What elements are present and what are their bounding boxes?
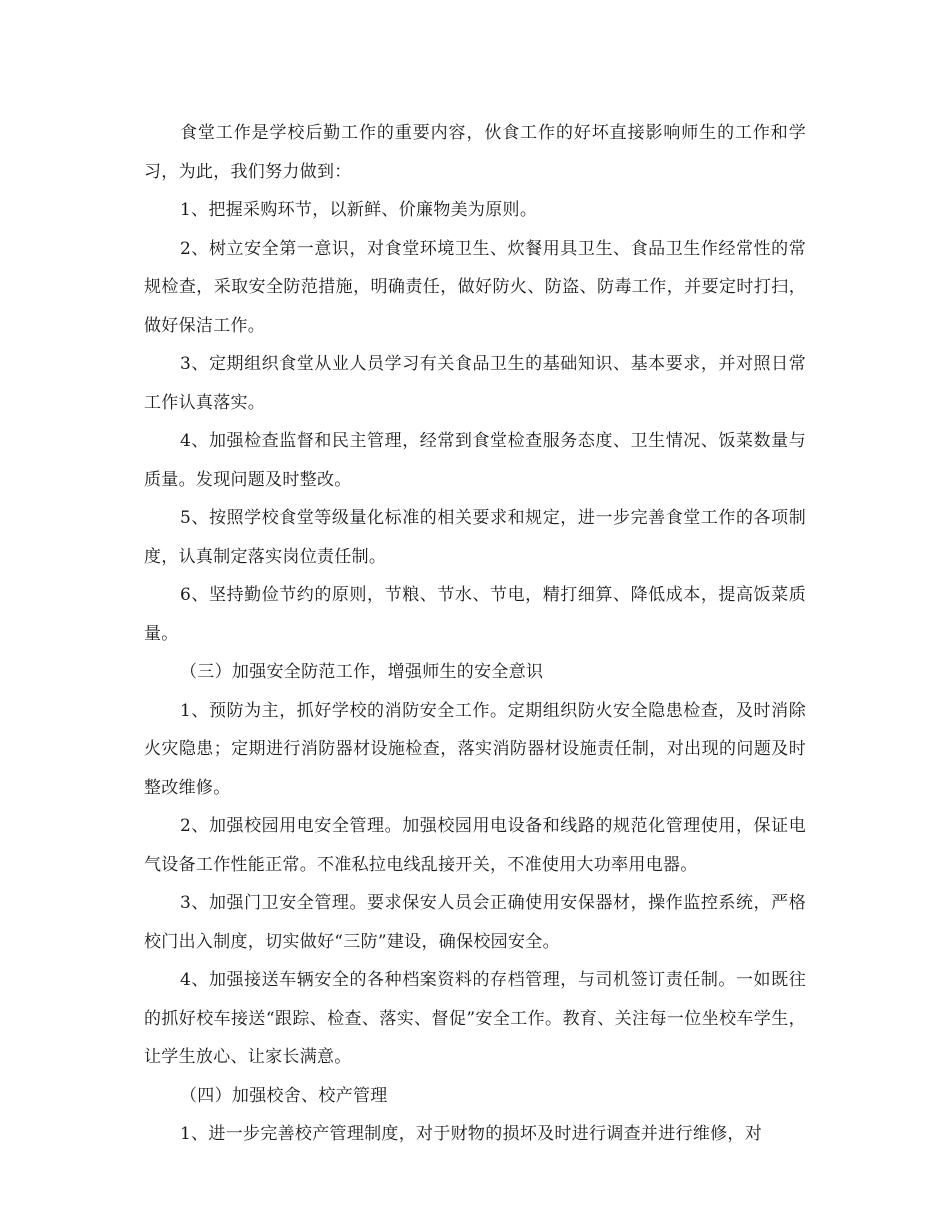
document-body [144, 114, 806, 1154]
paragraph-canteen-item-3: 3、定期组织食堂从业人员学习有关食品卫生的基础知识、基本要求，并对照日常工作认真落实。 [144, 354, 806, 413]
paragraph-canteen-intro: 食堂工作是学校后勤工作的重要内容，伙食工作的好坏直接影响师生的工作和学习，为此，我们努力做到： [144, 123, 806, 182]
paragraph-safety-item-1: 1、预防为主，抓好学校的消防安全工作。定期组织防火安全隐患检查，及时消除火灾隐患；定期进行消防器材设施检查，落实消防器材设施责任制，对出现的问题及时整改维修。 [144, 700, 806, 798]
paragraph-canteen-item-2: 2、树立安全第一意识，对食堂环境卫生、炊餐用具卫生、食品卫生作经常性的常规检查，采取安全防范措施，明确责任，做好防火、防盗、防毒工作，并要定时打扫，做好保洁工作。 [144, 238, 806, 336]
paragraph-safety-item-3: 3、加强门卫安全管理。要求保安人员会正确使用安保器材，操作监控系统，严格校门出入制度，切实做好“三防”建设，确保校园安全。 [144, 893, 806, 952]
paragraph-canteen-item-1: 1、把握采购环节，以新鲜、价廉物美为原则。 [180, 200, 538, 220]
section-heading-safety: （三）加强安全防范工作，增强师生的安全意识 [180, 662, 544, 682]
paragraph-property-item-1: 1、进一步完善校产管理制度，对于财物的损坏及时进行调查并进行维修，对 [180, 1124, 763, 1144]
paragraph-canteen-item-4: 4、加强检查监督和民主管理，经常到食堂检查服务态度、卫生情况、饭菜数量与质量。发现问题及时整改。 [144, 431, 806, 490]
section-heading-property: （四）加强校舍、校产管理 [180, 1085, 388, 1106]
paragraph-safety-item-4: 4、加强接送车辆安全的各种档案资料的存档管理，与司机签订责任制。一如既往的抓好校车接送“跟踪、检查、落实、督促”安全工作。教育、关注每一位坐校车学生，让学生放心、让家长满意。 [144, 970, 806, 1067]
paragraph-canteen-item-5: 5、按照学校食堂等级量化标准的相关要求和规定，进一步完善食堂工作的各项制度，认真制定落实岗位责任制。 [144, 508, 806, 567]
paragraph-safety-item-2: 2、加强校园用电安全管理。加强校园用电设备和线路的规范化管理使用，保证电气设备工作性能正常。不准私拉电线乱接开关，不准使用大功率用电器。 [144, 816, 806, 875]
paragraph-canteen-item-6: 6、坚持勤俭节约的原则，节粮、节水、节电，精打细算、降低成本，提高饭菜质量。 [144, 585, 806, 644]
